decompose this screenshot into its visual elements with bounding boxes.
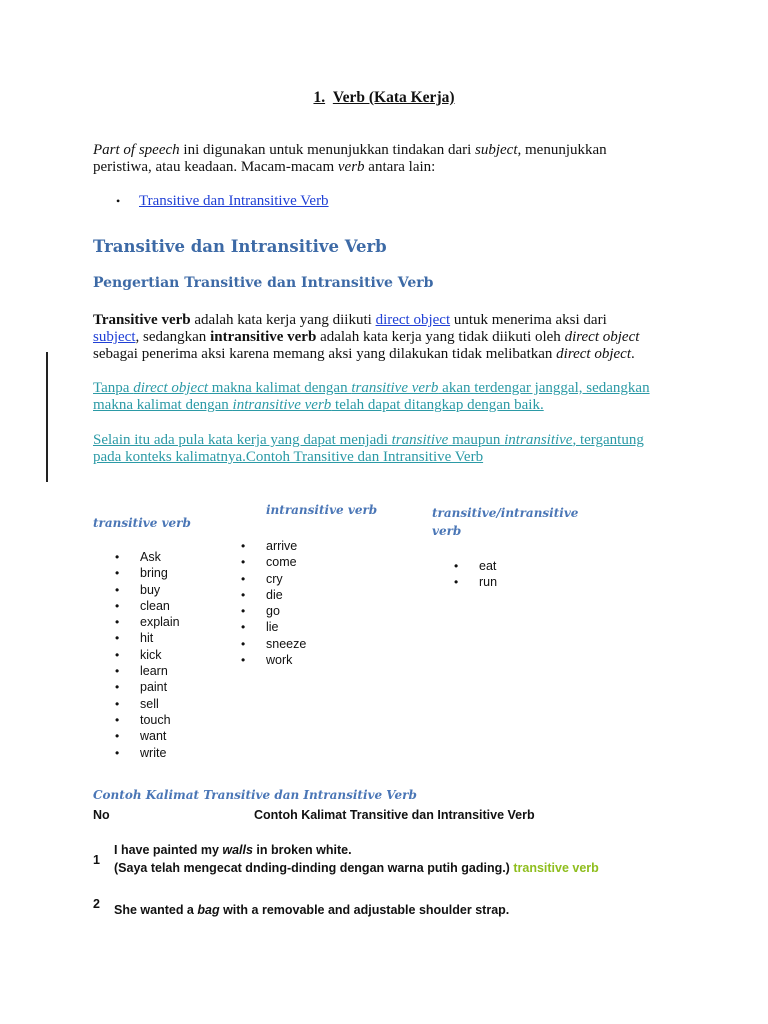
intro-text: Part of speech	[93, 142, 180, 158]
list-item: • Ask	[115, 549, 180, 565]
list-item: • want	[115, 728, 180, 744]
list-item: • touch	[115, 712, 180, 728]
toc-list-item	[116, 193, 329, 210]
intro-text: verb	[337, 159, 365, 175]
list-item: • die	[241, 587, 306, 603]
intro-text: peristiwa, atau keadaan. Macam-macam	[93, 159, 338, 175]
sentence-text: walls	[222, 843, 253, 857]
toc-link[interactable]: Transitive dan Intransitive Verb	[139, 193, 329, 209]
para-text: makna kalimat dengan	[93, 397, 233, 413]
para-text: telah dapat ditangkap dengan baik.	[331, 397, 544, 413]
intro-text: subject	[475, 142, 518, 158]
sentence-text: in broken white.	[252, 843, 352, 857]
para-text: Tanpa	[93, 380, 134, 396]
para-text: sebagai penerima aksi karena memang aksi yang dilakukan tidak melibatkan	[93, 346, 557, 362]
teal-paragraph-1[interactable]	[93, 380, 713, 414]
table-row-number: 1	[93, 853, 100, 867]
examples-heading: Contoh Kalimat Transitive dan Intransitive Verb	[93, 788, 417, 802]
list-item: • learn	[115, 663, 180, 679]
list-item: • work	[241, 652, 306, 668]
heading-line: verb	[432, 524, 462, 538]
para-text: transitive verb	[351, 380, 439, 396]
title-text: Verb (Kata Kerja)	[332, 89, 455, 106]
sentence-text: with a removable and adjustable shoulder strap.	[219, 903, 510, 917]
para-text: makna kalimat dengan	[208, 380, 352, 396]
sentence-text: She wanted a	[114, 903, 198, 917]
list-item: • lie	[241, 619, 306, 635]
heading-line: transitive/intransitive	[432, 506, 579, 520]
list-item: • buy	[115, 582, 180, 598]
table-row-number: 2	[93, 897, 100, 911]
para-text: direct object	[133, 380, 209, 396]
para-text: adalah kata kerja yang diikuti	[190, 312, 376, 328]
both-column-heading	[432, 504, 578, 540]
both-list	[454, 558, 497, 591]
translation-text: (Saya telah mengecat dnding-dinding dengan warna putih gading.)	[114, 861, 510, 875]
title-number: 1.	[313, 89, 326, 106]
sentence-text: bag	[197, 903, 220, 917]
para-text: , sedangkan	[135, 329, 211, 345]
transitive-column-heading: transitive verb	[93, 516, 191, 530]
para-text: adalah kata kerja yang tidak diikuti oleh	[316, 329, 565, 345]
list-item: • sell	[115, 696, 180, 712]
list-item: • paint	[115, 679, 180, 695]
definition-paragraph	[93, 312, 703, 363]
para-text: direct object	[564, 329, 640, 345]
list-item: • go	[241, 603, 306, 619]
intro-text: ini digunakan untuk menunjukkan tindakan dari	[179, 142, 476, 158]
para-text: .	[631, 346, 635, 362]
subject-link[interactable]: subject	[93, 329, 136, 345]
list-item: • clean	[115, 598, 180, 614]
list-item: • kick	[115, 647, 180, 663]
list-item: • hit	[115, 630, 180, 646]
list-item: • sneeze	[241, 636, 306, 652]
sentence-text: I have painted my	[114, 843, 223, 857]
para-text: pada konteks kalimatnya.Contoh Transitive dan Intransitive Verb	[93, 449, 484, 465]
table-header-no: No	[93, 808, 110, 822]
list-item: • bring	[115, 565, 180, 581]
verb-type-tag: transitive verb	[513, 861, 599, 875]
intro-text: antara lain:	[364, 159, 436, 175]
list-item: • run	[454, 574, 497, 590]
intransitive-column-heading: intransitive verb	[266, 503, 378, 517]
para-text: untuk menerima aksi dari	[450, 312, 607, 328]
para-text: Selain itu ada pula kata kerja yang dapat menjadi	[93, 432, 392, 448]
para-text: , tergantung	[572, 432, 644, 448]
intransitive-list	[241, 538, 306, 668]
list-item: • come	[241, 554, 306, 570]
para-text: akan terdengar janggal, sedangkan	[438, 380, 650, 396]
table-header-sentence: Contoh Kalimat Transitive dan Intransitive Verb	[254, 808, 535, 822]
page-title	[0, 89, 768, 106]
para-text: Transitive verb	[93, 312, 191, 328]
list-item: • arrive	[241, 538, 306, 554]
subsection-heading: Pengertian Transitive dan Intransitive Verb	[93, 275, 434, 291]
section-heading: Transitive dan Intransitive Verb	[93, 237, 387, 256]
para-text: direct object	[556, 346, 632, 362]
list-item: • write	[115, 745, 180, 761]
margin-change-bar	[46, 352, 48, 482]
direct-object-link[interactable]: direct object	[375, 312, 451, 328]
para-text: intransitive verb	[232, 397, 332, 413]
table-row	[114, 842, 754, 876]
teal-paragraph-2[interactable]	[93, 432, 713, 466]
table-row	[114, 902, 754, 918]
bullet: •	[116, 194, 121, 208]
para-text: intransitive	[504, 432, 573, 448]
para-text: intransitive verb	[210, 329, 317, 345]
list-item: • cry	[241, 571, 306, 587]
para-text: transitive	[391, 432, 449, 448]
intro-text: , menunjukkan	[517, 142, 607, 158]
para-text: maupun	[448, 432, 505, 448]
list-item: • eat	[454, 558, 497, 574]
list-item: • explain	[115, 614, 180, 630]
intro-paragraph	[93, 142, 693, 176]
transitive-list	[115, 549, 180, 761]
